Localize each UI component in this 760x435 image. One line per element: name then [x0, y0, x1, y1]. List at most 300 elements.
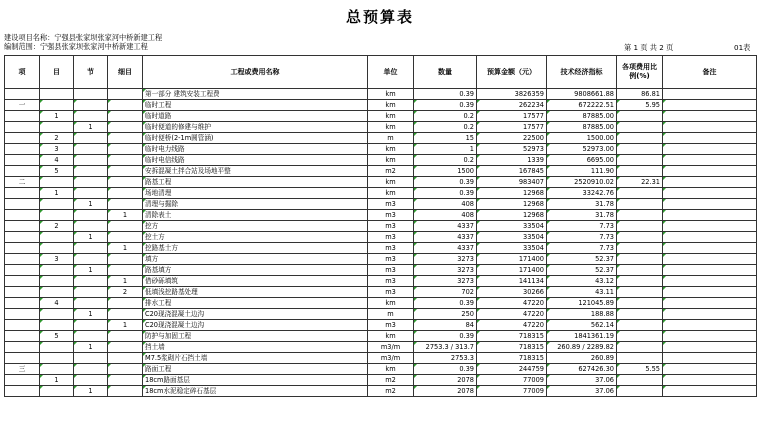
cell-mu [40, 276, 74, 287]
cell-xiang [5, 353, 40, 364]
table-row [5, 122, 757, 133]
cell-qty: 2078 [414, 375, 477, 386]
cell-ximu [108, 155, 143, 166]
cell-index: 33242.76 [547, 188, 617, 199]
cell-xiang [5, 111, 40, 122]
cell-remark [663, 342, 757, 353]
cell-qty: 84 [414, 320, 477, 331]
table-row [5, 199, 757, 210]
cell-remark [663, 243, 757, 254]
cell-jie [74, 254, 108, 265]
cell-mu: 5 [40, 166, 74, 177]
cell-name: 防护与加固工程 [143, 331, 368, 342]
header-ximu: 细目 [108, 56, 143, 89]
cell-amount: 47220 [477, 320, 547, 331]
cell-qty: 15 [414, 133, 477, 144]
cell-remark [663, 89, 757, 100]
cell-qty: 2753.3 / 313.7 [414, 342, 477, 353]
cell-mu: 3 [40, 144, 74, 155]
cell-ximu [108, 144, 143, 155]
cell-xiang: 三 [5, 364, 40, 375]
cell-ratio [617, 375, 663, 386]
cell-unit: m3 [368, 276, 414, 287]
table-row [5, 100, 757, 111]
header-ratio: 各项费用比例(%) [617, 56, 663, 89]
cell-ratio [617, 166, 663, 177]
cell-unit: m3/m [368, 342, 414, 353]
cell-ratio [617, 342, 663, 353]
table-row [5, 364, 757, 375]
cell-name: 挖土方 [143, 232, 368, 243]
cell-name: 挖方 [143, 221, 368, 232]
cell-jie: 1 [74, 342, 108, 353]
cell-remark [663, 122, 757, 133]
cell-qty: 0.2 [414, 111, 477, 122]
cell-qty: 0.39 [414, 177, 477, 188]
cell-ratio [617, 210, 663, 221]
cell-index: 31.78 [547, 210, 617, 221]
cell-qty: 250 [414, 309, 477, 320]
cell-index: 7.73 [547, 221, 617, 232]
cell-unit: km [368, 144, 414, 155]
cell-amount: 33504 [477, 221, 547, 232]
cell-amount: 12968 [477, 188, 547, 199]
cell-remark [663, 298, 757, 309]
cell-amount: 17577 [477, 122, 547, 133]
cell-index: 52973.00 [547, 144, 617, 155]
cell-jie: 1 [74, 232, 108, 243]
header-mu: 目 [40, 56, 74, 89]
cell-unit: m3 [368, 254, 414, 265]
cell-unit: km [368, 188, 414, 199]
budget-table [4, 55, 757, 397]
cell-name: C20现浇混凝土边沟 [143, 309, 368, 320]
cell-ratio: 5.95 [617, 100, 663, 111]
cell-ratio: 5.55 [617, 364, 663, 375]
cell-jie [74, 89, 108, 100]
cell-ratio [617, 309, 663, 320]
cell-qty: 1500 [414, 166, 477, 177]
cell-index: 260.89 / 2289.82 [547, 342, 617, 353]
cell-amount: 47220 [477, 298, 547, 309]
cell-name: 挡土墙 [143, 342, 368, 353]
cell-name: 路基填方 [143, 265, 368, 276]
cell-jie [74, 100, 108, 111]
cell-ratio: 86.81 [617, 89, 663, 100]
cell-ratio [617, 265, 663, 276]
table-row [5, 342, 757, 353]
cell-remark [663, 199, 757, 210]
cell-xiang [5, 89, 40, 100]
cell-remark [663, 166, 757, 177]
cell-qty: 3273 [414, 276, 477, 287]
cell-index: 562.14 [547, 320, 617, 331]
cell-ratio [617, 188, 663, 199]
cell-remark [663, 265, 757, 276]
cell-mu [40, 309, 74, 320]
cell-index: 627426.30 [547, 364, 617, 375]
cell-amount: 33504 [477, 232, 547, 243]
cell-ximu [108, 265, 143, 276]
cell-unit: m3 [368, 221, 414, 232]
table-row [5, 232, 757, 243]
cell-index: 9808661.88 [547, 89, 617, 100]
cell-name: 临时便桥(2-1m圆管涵) [143, 133, 368, 144]
cell-ximu [108, 133, 143, 144]
cell-qty: 0.39 [414, 298, 477, 309]
cell-index: 7.73 [547, 232, 617, 243]
cell-xiang: 二 [5, 177, 40, 188]
cell-remark [663, 144, 757, 155]
cell-jie [74, 298, 108, 309]
cell-unit: km [368, 298, 414, 309]
cell-unit: m2 [368, 375, 414, 386]
cell-ximu [108, 188, 143, 199]
cell-jie [74, 364, 108, 375]
cell-qty: 0.39 [414, 89, 477, 100]
cell-ratio [617, 353, 663, 364]
cell-unit: m [368, 133, 414, 144]
cell-name: C20现浇混凝土边沟 [143, 320, 368, 331]
page-title: 总预算表 [345, 8, 414, 26]
cell-xiang [5, 122, 40, 133]
cell-ximu [108, 364, 143, 375]
cell-unit: m [368, 309, 414, 320]
cell-name: 场地清理 [143, 188, 368, 199]
cell-amount: 171400 [477, 254, 547, 265]
cell-index: 672222.51 [547, 100, 617, 111]
cell-ximu: 1 [108, 210, 143, 221]
cell-xiang [5, 265, 40, 276]
cell-mu [40, 265, 74, 276]
cell-qty: 3273 [414, 254, 477, 265]
cell-index: 37.06 [547, 386, 617, 397]
table-row [5, 166, 757, 177]
cell-ximu [108, 111, 143, 122]
cell-qty: 0.2 [414, 155, 477, 166]
cell-index: 7.73 [547, 243, 617, 254]
cell-unit: m2 [368, 386, 414, 397]
header-jie: 节 [74, 56, 108, 89]
cell-unit: km [368, 155, 414, 166]
cell-ximu [108, 221, 143, 232]
cell-mu: 1 [40, 375, 74, 386]
cell-xiang [5, 221, 40, 232]
table-row [5, 331, 757, 342]
cell-remark [663, 320, 757, 331]
cell-name: 第一部分 建筑安装工程费 [143, 89, 368, 100]
cell-amount: 262234 [477, 100, 547, 111]
cell-unit: km [368, 100, 414, 111]
cell-amount: 718315 [477, 331, 547, 342]
cell-unit: km [368, 177, 414, 188]
cell-jie [74, 133, 108, 144]
header-qty: 数量 [414, 56, 477, 89]
cell-remark [663, 100, 757, 111]
cell-amount: 3826359 [477, 89, 547, 100]
cell-name: 清除表土 [143, 210, 368, 221]
cell-mu: 4 [40, 155, 74, 166]
cell-jie [74, 243, 108, 254]
cell-jie [74, 276, 108, 287]
cell-jie [74, 155, 108, 166]
cell-index: 260.89 [547, 353, 617, 364]
cell-qty: 0.2 [414, 122, 477, 133]
table-row [5, 309, 757, 320]
cell-remark [663, 133, 757, 144]
cell-ximu [108, 254, 143, 265]
cell-index: 52.37 [547, 265, 617, 276]
cell-jie [74, 375, 108, 386]
cell-ximu [108, 177, 143, 188]
scope-line: 编制范围：宁强县张家坝张家河中桥新建工程 [4, 42, 148, 51]
cell-amount: 141134 [477, 276, 547, 287]
table-row [5, 144, 757, 155]
cell-mu [40, 243, 74, 254]
cell-remark [663, 155, 757, 166]
table-row [5, 386, 757, 397]
cell-remark [663, 111, 757, 122]
cell-ximu [108, 353, 143, 364]
cell-name: 18cm路面基层 [143, 375, 368, 386]
table-row [5, 254, 757, 265]
cell-index: 6695.00 [547, 155, 617, 166]
table-row [5, 155, 757, 166]
table-row [5, 188, 757, 199]
cell-index: 87885.00 [547, 122, 617, 133]
table-row [5, 298, 757, 309]
project-name-line: 建设项目名称：宁强县张家坝张家河中桥新建工程 [4, 33, 163, 42]
cell-name: 挖路基土方 [143, 243, 368, 254]
cell-mu [40, 177, 74, 188]
cell-unit: m3 [368, 232, 414, 243]
cell-mu [40, 386, 74, 397]
cell-xiang [5, 144, 40, 155]
cell-remark [663, 331, 757, 342]
cell-ximu [108, 386, 143, 397]
cell-xiang [5, 331, 40, 342]
cell-ratio [617, 122, 663, 133]
cell-ratio: 22.31 [617, 177, 663, 188]
table-row [5, 353, 757, 364]
cell-mu: 1 [40, 188, 74, 199]
cell-qty: 408 [414, 210, 477, 221]
cell-ratio [617, 144, 663, 155]
cell-mu [40, 100, 74, 111]
page-info: 第 1 页 共 2 页 [624, 43, 674, 52]
cell-amount: 244759 [477, 364, 547, 375]
cell-unit: m2 [368, 166, 414, 177]
cell-qty: 2753.3 [414, 353, 477, 364]
cell-xiang [5, 188, 40, 199]
cell-qty: 4337 [414, 243, 477, 254]
table-row [5, 375, 757, 386]
cell-jie [74, 287, 108, 298]
cell-mu: 2 [40, 133, 74, 144]
cell-ratio [617, 199, 663, 210]
cell-remark [663, 232, 757, 243]
cell-ximu [108, 122, 143, 133]
cell-mu [40, 320, 74, 331]
cell-remark [663, 364, 757, 375]
cell-index: 87885.00 [547, 111, 617, 122]
cell-amount: 12968 [477, 199, 547, 210]
cell-name: 清理与掘除 [143, 199, 368, 210]
header-unit: 单位 [368, 56, 414, 89]
cell-ximu [108, 375, 143, 386]
cell-ratio [617, 287, 663, 298]
cell-ratio [617, 232, 663, 243]
cell-name: 填方 [143, 254, 368, 265]
cell-qty: 4337 [414, 221, 477, 232]
cell-mu [40, 364, 74, 375]
header-amount: 预算金额（元） [477, 56, 547, 89]
cell-qty: 0.39 [414, 188, 477, 199]
cell-remark [663, 386, 757, 397]
cell-ximu: 1 [108, 243, 143, 254]
cell-ximu [108, 89, 143, 100]
cell-name: 临时道路 [143, 111, 368, 122]
cell-qty: 3273 [414, 265, 477, 276]
cell-xiang [5, 309, 40, 320]
cell-xiang [5, 155, 40, 166]
table-row [5, 276, 757, 287]
cell-amount: 30266 [477, 287, 547, 298]
table-row [5, 287, 757, 298]
cell-ratio [617, 320, 663, 331]
table-row [5, 133, 757, 144]
cell-jie: 1 [74, 199, 108, 210]
cell-name: 路面工程 [143, 364, 368, 375]
cell-amount: 17577 [477, 111, 547, 122]
cell-amount: 77009 [477, 375, 547, 386]
cell-ximu: 1 [108, 276, 143, 287]
cell-index: 121045.89 [547, 298, 617, 309]
cell-unit: m3 [368, 287, 414, 298]
cell-remark [663, 353, 757, 364]
table-row [5, 320, 757, 331]
cell-xiang [5, 199, 40, 210]
cell-amount: 718315 [477, 353, 547, 364]
cell-unit: m3 [368, 320, 414, 331]
cell-qty: 0.39 [414, 100, 477, 111]
table-row [5, 177, 757, 188]
cell-index: 1500.00 [547, 133, 617, 144]
cell-unit: km [368, 111, 414, 122]
cell-remark [663, 309, 757, 320]
cell-ratio [617, 386, 663, 397]
cell-qty: 4337 [414, 232, 477, 243]
table-row [5, 221, 757, 232]
cell-amount: 171400 [477, 265, 547, 276]
cell-index: 43.12 [547, 276, 617, 287]
cell-xiang [5, 287, 40, 298]
cell-ximu [108, 342, 143, 353]
table-row [5, 210, 757, 221]
table-body [5, 89, 757, 397]
cell-ratio [617, 276, 663, 287]
cell-ximu [108, 166, 143, 177]
cell-mu: 3 [40, 254, 74, 265]
cell-amount: 1339 [477, 155, 547, 166]
cell-index: 37.06 [547, 375, 617, 386]
cell-qty: 2078 [414, 386, 477, 397]
cell-xiang [5, 232, 40, 243]
cell-name: 低填浅挖路基处理 [143, 287, 368, 298]
cell-name: 18cm水泥稳定碎石基层 [143, 386, 368, 397]
cell-index: 31.78 [547, 199, 617, 210]
cell-xiang [5, 243, 40, 254]
cell-jie: 1 [74, 309, 108, 320]
cell-mu: 5 [40, 331, 74, 342]
cell-jie [74, 320, 108, 331]
cell-amount: 52973 [477, 144, 547, 155]
cell-jie [74, 177, 108, 188]
cell-name: 临时工程 [143, 100, 368, 111]
form-number: 01表 [734, 43, 751, 52]
table-row [5, 89, 757, 100]
cell-mu [40, 89, 74, 100]
cell-unit: m3 [368, 210, 414, 221]
cell-amount: 983407 [477, 177, 547, 188]
cell-amount: 718315 [477, 342, 547, 353]
cell-qty: 0.39 [414, 364, 477, 375]
cell-remark [663, 177, 757, 188]
cell-remark [663, 375, 757, 386]
cell-unit: km [368, 364, 414, 375]
cell-unit: m3 [368, 199, 414, 210]
cell-mu [40, 232, 74, 243]
cell-mu [40, 199, 74, 210]
cell-jie [74, 166, 108, 177]
cell-ximu [108, 309, 143, 320]
cell-qty: 0.39 [414, 331, 477, 342]
cell-xiang [5, 254, 40, 265]
cell-ratio [617, 133, 663, 144]
cell-qty: 1 [414, 144, 477, 155]
table-row [5, 265, 757, 276]
cell-ximu [108, 331, 143, 342]
cell-xiang [5, 298, 40, 309]
cell-remark [663, 254, 757, 265]
cell-xiang [5, 375, 40, 386]
cell-ximu: 1 [108, 320, 143, 331]
cell-mu [40, 342, 74, 353]
cell-mu: 1 [40, 111, 74, 122]
cell-jie [74, 144, 108, 155]
cell-jie [74, 188, 108, 199]
cell-name: 安拆混凝土拌合站及场地平整 [143, 166, 368, 177]
cell-mu [40, 287, 74, 298]
cell-name: 排水工程 [143, 298, 368, 309]
cell-jie [74, 221, 108, 232]
cell-unit: m3/m [368, 353, 414, 364]
cell-ximu [108, 232, 143, 243]
cell-ratio [617, 221, 663, 232]
cell-name: 临时电力线路 [143, 144, 368, 155]
cell-remark [663, 276, 757, 287]
cell-ratio [617, 298, 663, 309]
cell-index: 111.90 [547, 166, 617, 177]
cell-amount: 77009 [477, 386, 547, 397]
cell-unit: m3 [368, 265, 414, 276]
cell-xiang: 一 [5, 100, 40, 111]
cell-ximu [108, 298, 143, 309]
cell-unit: km [368, 331, 414, 342]
table-header-row [5, 56, 757, 89]
cell-ratio [617, 331, 663, 342]
cell-jie: 1 [74, 122, 108, 133]
